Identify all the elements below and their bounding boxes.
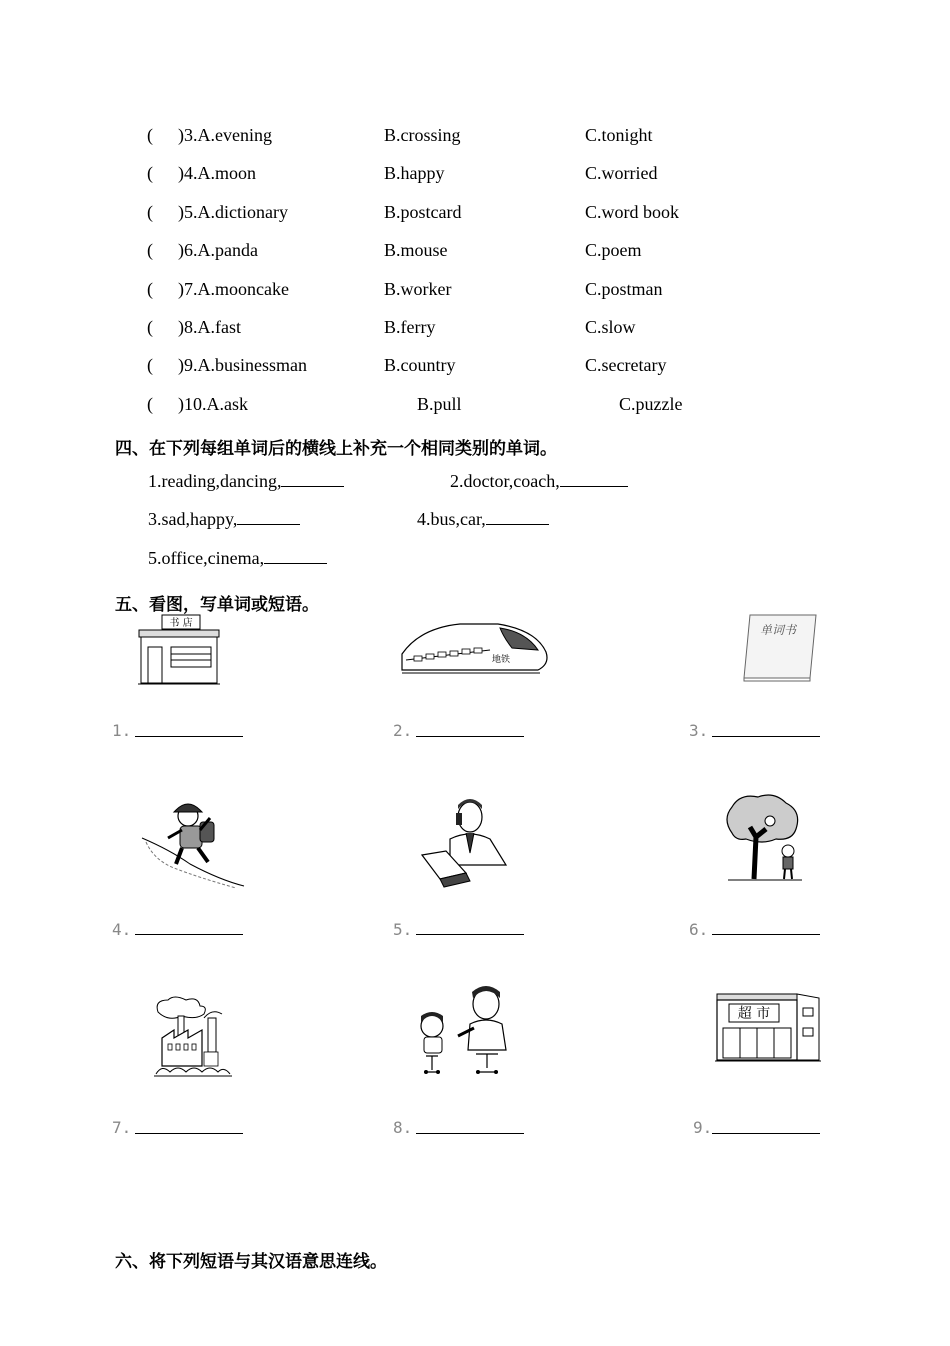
picture-number: 1. bbox=[112, 721, 132, 740]
option-c: C.postman bbox=[585, 279, 663, 299]
answer-blank[interactable] bbox=[237, 510, 300, 525]
answer-blank[interactable] bbox=[486, 510, 549, 525]
option-a: )4.A.moon bbox=[178, 163, 256, 183]
climbing-boy-icon bbox=[140, 798, 246, 890]
picture-number: 7. bbox=[112, 1118, 132, 1137]
subway-sign: 地铁 bbox=[492, 655, 511, 665]
option-c: C.tonight bbox=[585, 125, 653, 145]
doctor-boy-icon bbox=[412, 984, 522, 1076]
paren: ( bbox=[147, 240, 153, 260]
answer-line[interactable] bbox=[712, 934, 820, 935]
option-b: B.postcard bbox=[384, 202, 462, 222]
supermarket-icon bbox=[715, 992, 821, 1062]
section4-title: 四、在下列每组单词后的横线上补充一个相同类别的单词。 bbox=[115, 439, 557, 459]
picture-number: 2. bbox=[393, 721, 413, 740]
tree-kids-icon bbox=[722, 793, 804, 881]
option-c: C.secretary bbox=[585, 355, 667, 375]
option-a: )8.A.fast bbox=[178, 317, 241, 337]
bookstore-icon bbox=[138, 613, 220, 685]
option-b: B.crossing bbox=[384, 125, 461, 145]
fill-item-text: 1.reading,dancing, bbox=[148, 471, 282, 491]
fill-item-text: 3.sad,happy, bbox=[148, 509, 238, 529]
option-b: B.ferry bbox=[384, 317, 436, 337]
option-b: B.happy bbox=[384, 163, 445, 183]
answer-line[interactable] bbox=[135, 1133, 243, 1134]
option-a: )9.A.businessman bbox=[178, 355, 307, 375]
option-a: )5.A.dictionary bbox=[178, 202, 288, 222]
paren: ( bbox=[147, 394, 153, 414]
businessman-icon bbox=[420, 795, 512, 887]
picture-number: 4. bbox=[112, 920, 132, 939]
bookstore-sign: 书 店 bbox=[169, 618, 193, 629]
answer-line[interactable] bbox=[712, 1133, 820, 1134]
option-b: B.worker bbox=[384, 279, 452, 299]
option-a: )6.A.panda bbox=[178, 240, 258, 260]
paren: ( bbox=[147, 317, 153, 337]
option-c: C.word book bbox=[585, 202, 679, 222]
answer-blank[interactable] bbox=[281, 472, 344, 487]
paren: ( bbox=[147, 125, 153, 145]
option-a: )3.A.evening bbox=[178, 125, 272, 145]
section5-title: 五、看图，写单词或短语。 bbox=[115, 595, 319, 615]
paren: ( bbox=[147, 202, 153, 222]
option-c: C.puzzle bbox=[619, 394, 683, 414]
option-a: )10.A.ask bbox=[178, 394, 248, 414]
factory-icon bbox=[152, 994, 234, 1078]
subway-train-icon bbox=[400, 620, 550, 676]
section6-title: 六、将下列短语与其汉语意思连线。 bbox=[115, 1252, 387, 1272]
fill-item-3 bbox=[148, 509, 300, 530]
answer-line[interactable] bbox=[416, 1133, 524, 1134]
answer-line[interactable] bbox=[416, 934, 524, 935]
answer-line[interactable] bbox=[135, 934, 243, 935]
option-b: B.country bbox=[384, 355, 456, 375]
paren: ( bbox=[147, 355, 153, 375]
answer-blank[interactable] bbox=[264, 549, 327, 564]
option-b: B.pull bbox=[417, 394, 462, 414]
paren: ( bbox=[147, 163, 153, 183]
fill-item-text: 2.doctor,coach, bbox=[450, 471, 560, 491]
fill-item-1 bbox=[148, 471, 344, 492]
option-c: C.poem bbox=[585, 240, 642, 260]
fill-item-text: 4.bus,car, bbox=[417, 509, 486, 529]
picture-number: 6. bbox=[689, 920, 709, 939]
paren: ( bbox=[147, 279, 153, 299]
supermarket-sign: 超 市 bbox=[737, 1006, 771, 1022]
option-c: C.slow bbox=[585, 317, 636, 337]
answer-line[interactable] bbox=[416, 736, 524, 737]
picture-number: 5. bbox=[393, 920, 413, 939]
option-b: B.mouse bbox=[384, 240, 448, 260]
fill-item-2 bbox=[450, 471, 628, 492]
word-book-sign: 单词书 bbox=[760, 623, 797, 637]
option-c: C.worried bbox=[585, 163, 658, 183]
picture-number: 8. bbox=[393, 1118, 413, 1137]
word-book-icon bbox=[740, 612, 820, 682]
answer-line[interactable] bbox=[712, 736, 820, 737]
fill-item-4 bbox=[417, 509, 549, 530]
picture-number: 9. bbox=[693, 1118, 713, 1137]
answer-blank[interactable] bbox=[560, 472, 628, 487]
answer-line[interactable] bbox=[135, 736, 243, 737]
fill-item-text: 5.office,cinema, bbox=[148, 548, 265, 568]
fill-item-5 bbox=[148, 548, 327, 569]
picture-number: 3. bbox=[689, 721, 709, 740]
option-a: )7.A.mooncake bbox=[178, 279, 289, 299]
